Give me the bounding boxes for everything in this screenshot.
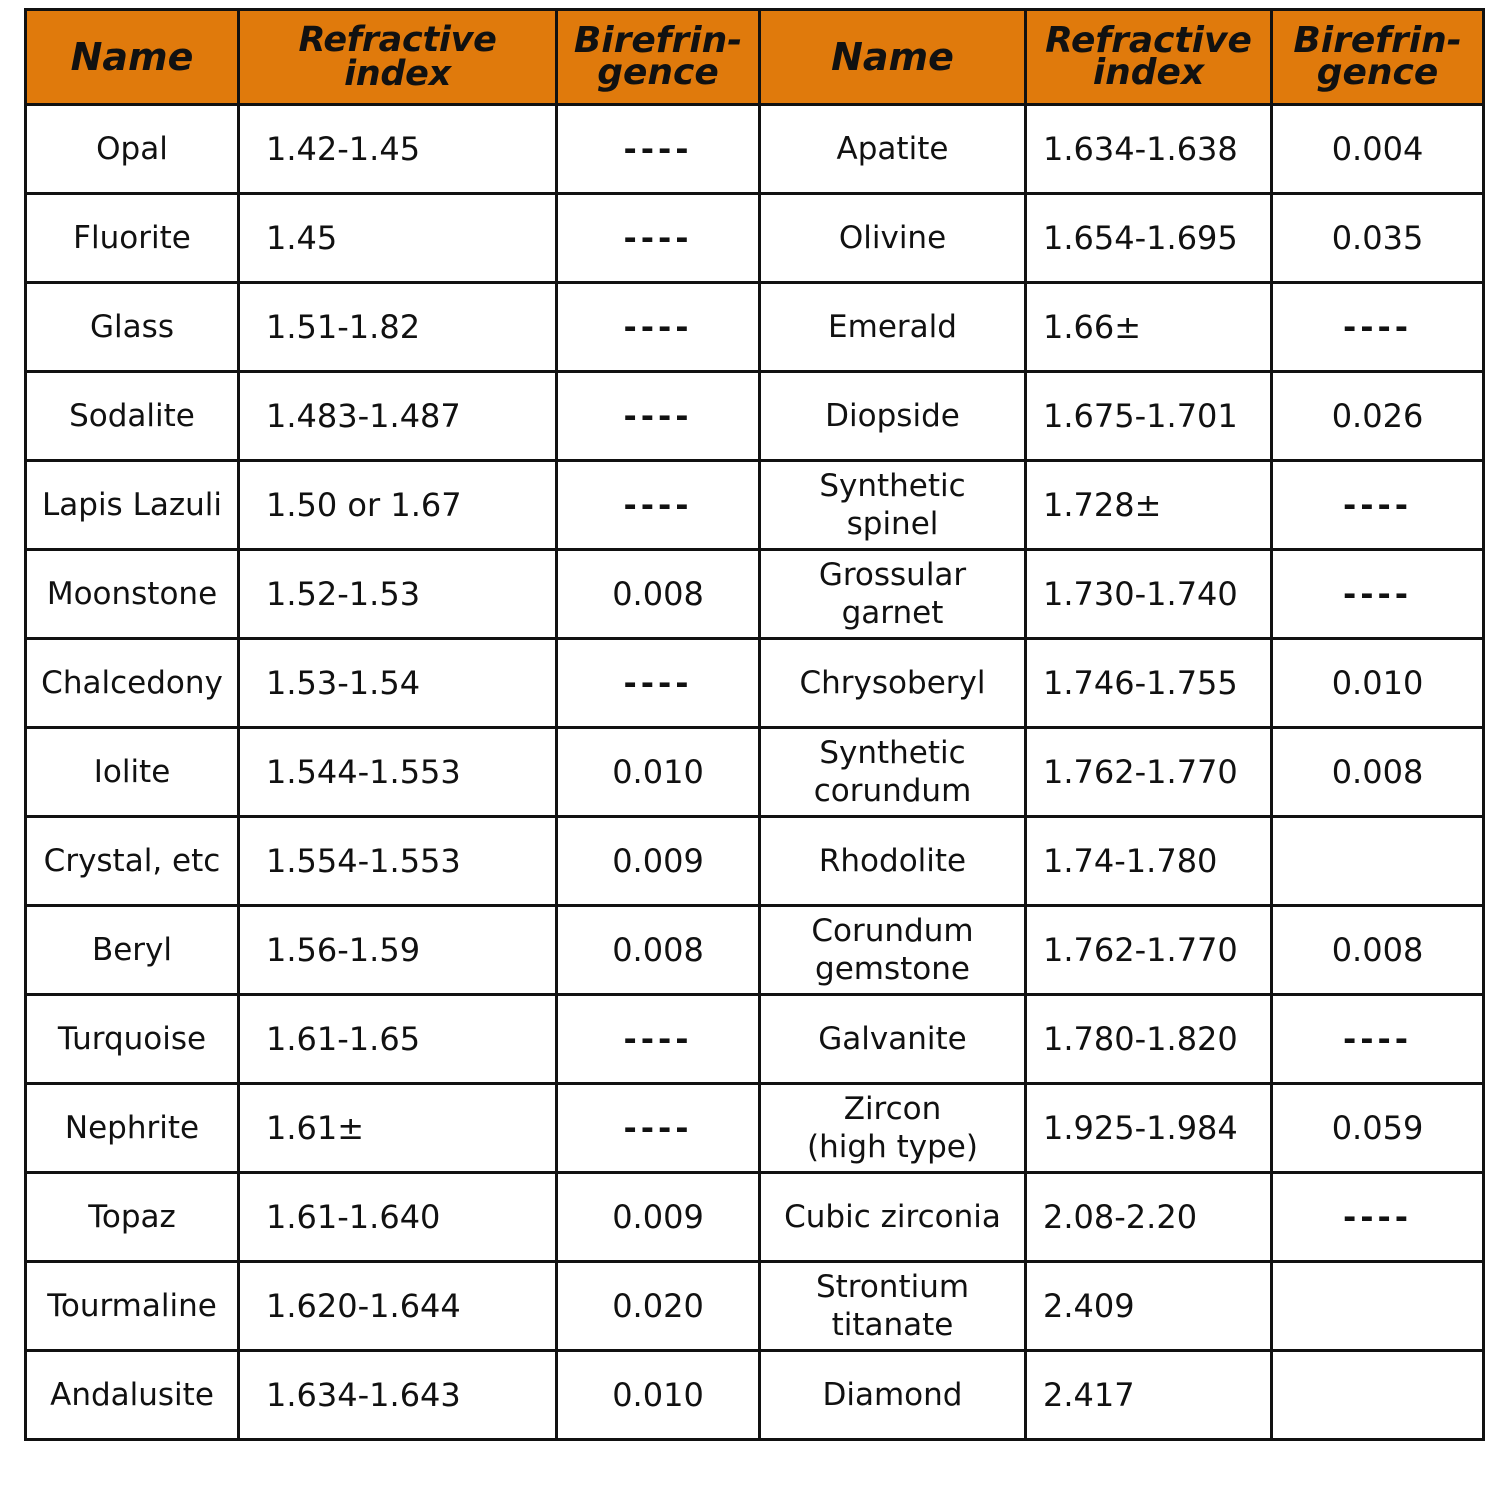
birefringence-right: 0.059 [1272,1084,1484,1173]
gem-name-right: Corundum gemstone [760,906,1026,995]
birefringence-left: ---- [557,461,760,550]
refractive-index-right: 2.417 [1026,1351,1272,1440]
birefringence-right: 0.010 [1272,639,1484,728]
gem-name-right: Zircon (high type) [760,1084,1026,1173]
refractive-index-left: 1.544-1.553 [239,728,557,817]
birefringence-right: ---- [1272,550,1484,639]
refractive-index-left: 1.554-1.553 [239,817,557,906]
table-row [26,194,1484,283]
refractive-index-right: 2.409 [1026,1262,1272,1351]
gem-name-left: Andalusite [26,1351,239,1440]
gem-name-right: Strontium titanate [760,1262,1026,1351]
gem-name-right: Synthetic corundum [760,728,1026,817]
gem-name-right: Cubic zirconia [760,1173,1026,1262]
gem-name-right: Grossular garnet [760,550,1026,639]
gem-name-left: Sodalite [26,372,239,461]
birefringence-right [1272,817,1484,906]
header-name-left: Name [26,10,239,105]
birefringence-right: 0.035 [1272,194,1484,283]
refractive-index-left: 1.483-1.487 [239,372,557,461]
birefringence-left: ---- [557,639,760,728]
refractive-index-right: 1.74-1.780 [1026,817,1272,906]
table-row [26,728,1484,817]
gem-name-left: Chalcedony [26,639,239,728]
birefringence-left: 0.010 [557,1351,760,1440]
gem-name-right: Synthetic spinel [760,461,1026,550]
gemstone-refractive-index-table [24,8,1485,1441]
birefringence-left: 0.009 [557,817,760,906]
birefringence-left: ---- [557,194,760,283]
refractive-index-right: 1.762-1.770 [1026,728,1272,817]
table-row [26,1084,1484,1173]
table-row [26,283,1484,372]
refractive-index-right: 1.675-1.701 [1026,372,1272,461]
header-refractive-index-right: Refractive index [1026,10,1272,105]
gem-name-left: Moonstone [26,550,239,639]
gem-name-left: Topaz [26,1173,239,1262]
refractive-index-right: 1.780-1.820 [1026,995,1272,1084]
birefringence-left: 0.008 [557,550,760,639]
birefringence-right: ---- [1272,1173,1484,1262]
gem-name-left: Fluorite [26,194,239,283]
table-row [26,1173,1484,1262]
gem-name-left: Tourmaline [26,1262,239,1351]
birefringence-right: ---- [1272,461,1484,550]
gem-name-right: Galvanite [760,995,1026,1084]
refractive-index-left: 1.634-1.643 [239,1351,557,1440]
table-row [26,372,1484,461]
gem-name-right: Diamond [760,1351,1026,1440]
table-row [26,995,1484,1084]
header-birefringence-right: Birefrin- gence [1272,10,1484,105]
header-row [26,10,1484,105]
gem-name-left: Iolite [26,728,239,817]
refractive-index-right: 1.654-1.695 [1026,194,1272,283]
gem-name-right: Chrysoberyl [760,639,1026,728]
table-body [26,105,1484,1440]
table-row [26,105,1484,194]
birefringence-left: ---- [557,105,760,194]
gem-name-left: Lapis Lazuli [26,461,239,550]
gem-name-right: Emerald [760,283,1026,372]
birefringence-right [1272,1351,1484,1440]
table-row [26,639,1484,728]
header-refractive-index-left: Refractive index [239,10,557,105]
refractive-index-left: 1.61± [239,1084,557,1173]
gem-name-right: Apatite [760,105,1026,194]
refractive-index-left: 1.620-1.644 [239,1262,557,1351]
refractive-index-right: 1.925-1.984 [1026,1084,1272,1173]
refractive-index-left: 1.53-1.54 [239,639,557,728]
birefringence-left: ---- [557,283,760,372]
refractive-index-left: 1.56-1.59 [239,906,557,995]
refractive-index-left: 1.51-1.82 [239,283,557,372]
gem-name-right: Rhodolite [760,817,1026,906]
refractive-index-right: 1.634-1.638 [1026,105,1272,194]
table-row [26,1262,1484,1351]
refractive-index-left: 1.45 [239,194,557,283]
refractive-index-left: 1.52-1.53 [239,550,557,639]
birefringence-right: 0.008 [1272,906,1484,995]
birefringence-left: 0.020 [557,1262,760,1351]
refractive-index-left: 1.42-1.45 [239,105,557,194]
gem-name-left: Glass [26,283,239,372]
birefringence-left: ---- [557,372,760,461]
birefringence-right: 0.004 [1272,105,1484,194]
birefringence-left: 0.008 [557,906,760,995]
gem-name-right: Olivine [760,194,1026,283]
refractive-index-right: 1.730-1.740 [1026,550,1272,639]
birefringence-right: 0.026 [1272,372,1484,461]
refractive-index-right: 1.762-1.770 [1026,906,1272,995]
birefringence-right: 0.008 [1272,728,1484,817]
birefringence-right: ---- [1272,995,1484,1084]
birefringence-right [1272,1262,1484,1351]
gem-name-left: Opal [26,105,239,194]
birefringence-left: 0.009 [557,1173,760,1262]
table-row [26,461,1484,550]
refractive-index-left: 1.61-1.640 [239,1173,557,1262]
refractive-index-left: 1.61-1.65 [239,995,557,1084]
table-row [26,1351,1484,1440]
gem-name-left: Beryl [26,906,239,995]
gem-name-left: Turquoise [26,995,239,1084]
refractive-index-right: 1.728± [1026,461,1272,550]
refractive-index-right: 1.746-1.755 [1026,639,1272,728]
gem-name-right: Diopside [760,372,1026,461]
birefringence-left: ---- [557,1084,760,1173]
birefringence-right: ---- [1272,283,1484,372]
gem-name-left: Nephrite [26,1084,239,1173]
header-birefringence-left: Birefrin- gence [557,10,760,105]
table-row [26,550,1484,639]
birefringence-left: 0.010 [557,728,760,817]
refractive-index-right: 1.66± [1026,283,1272,372]
gem-name-left: Crystal, etc [26,817,239,906]
refractive-index-right: 2.08-2.20 [1026,1173,1272,1262]
birefringence-left: ---- [557,995,760,1084]
refractive-index-left: 1.50 or 1.67 [239,461,557,550]
table-row [26,906,1484,995]
table-row [26,817,1484,906]
header-name-right: Name [760,10,1026,105]
